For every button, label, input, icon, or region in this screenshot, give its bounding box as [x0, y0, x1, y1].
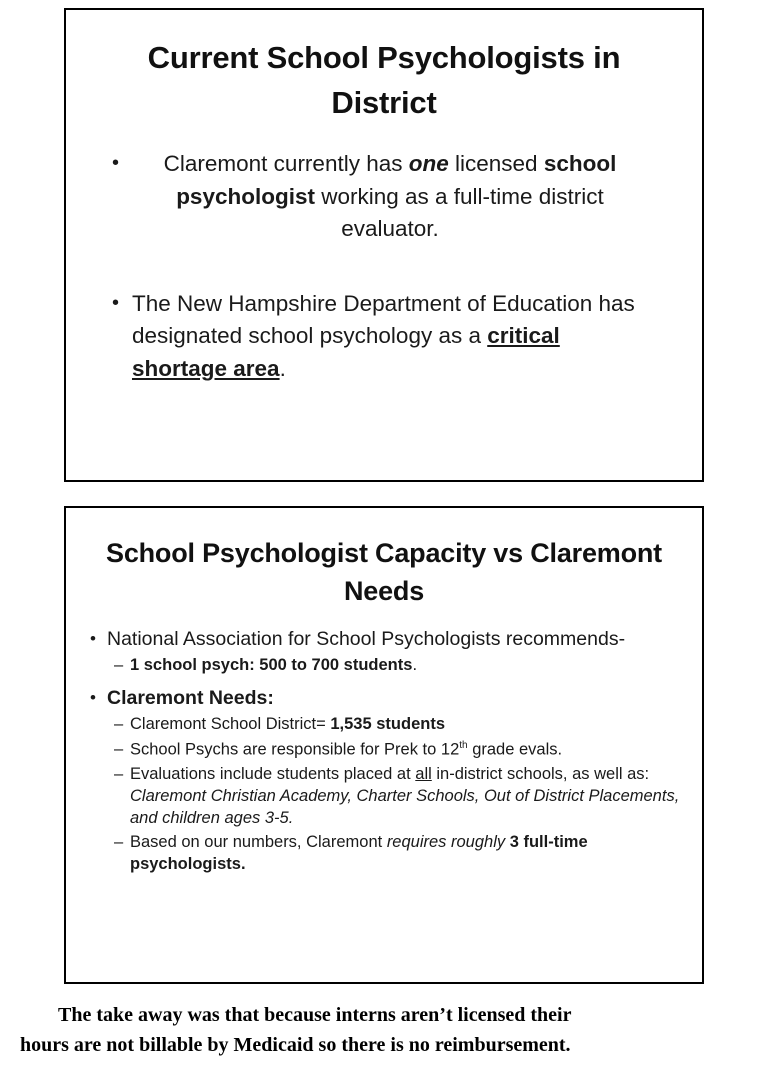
district-value: 1,535 students [330, 715, 446, 734]
slide-two-body [90, 627, 680, 876]
bullet-dot-icon: • [112, 291, 120, 314]
bullet-dot-icon: • [90, 628, 96, 648]
district-label: Claremont School District= [130, 715, 331, 734]
evals-seg2: in-district schools, as well as: [431, 765, 650, 784]
ratio-period: . [412, 656, 418, 674]
dash-marker-icon: – [114, 765, 124, 784]
slide-two-item-conclusion-text [130, 832, 680, 876]
bullet-dot-icon: • [90, 687, 96, 707]
slide-two-item-claremont-needs [90, 686, 680, 711]
slide-two-item-nasp-text: National Association for School Psychologists recommends- [107, 627, 626, 650]
slide-current-school-psychologists [64, 8, 704, 482]
based-italic: requires roughly [386, 833, 506, 852]
dash-marker-icon: – [114, 739, 124, 758]
dash-marker-icon: – [114, 656, 124, 674]
based-bold: 3 full-time psychologists. [130, 833, 588, 874]
slide-one-bullet-1 [112, 148, 662, 246]
slide-two-item-conclusion [90, 832, 680, 876]
slide-one-bullet-2 [112, 288, 662, 386]
evals-italic-list: Claremont Christian Academy, Charter Schools, Out of District Placements, and children ages 3-5. [130, 786, 680, 827]
bullet1-seg4: school psychologist [176, 150, 617, 209]
slide-one-bullet-2-text [132, 288, 662, 386]
figure-caption [20, 1000, 752, 1060]
slide-two-item-psychs-scope-text [130, 739, 680, 761]
bullet-dot-icon: • [112, 151, 120, 174]
slide-two-item-ratio-text [130, 655, 680, 677]
dash-marker-icon: – [114, 715, 124, 734]
bullet1-seg1: Claremont currently has [163, 150, 409, 176]
dash-marker-icon: – [114, 833, 124, 852]
bullet2-seg2: critical shortage area [132, 323, 560, 381]
slide-two-item-nasp [90, 627, 680, 652]
slide-two-item-district [90, 714, 680, 736]
slide-two-item-evaluations-text [130, 764, 680, 829]
slide-capacity-vs-needs [64, 506, 704, 984]
psychs-seg1: School Psychs are responsible for Prek to 12 [130, 740, 460, 759]
evals-seg1: Evaluations include students placed at [130, 765, 416, 784]
slide-one-title: Current School Psychologists in District [147, 40, 621, 120]
slide-two-title: School Psychologist Capacity vs Claremont Needs [106, 538, 662, 607]
based-seg1: Based on our numbers, Claremont [130, 833, 387, 852]
bullet1-seg5: working as a full-time district evaluator. [314, 183, 604, 242]
slide-two-item-psychs-scope [90, 739, 680, 761]
psychs-seg2: grade evals. [467, 740, 563, 759]
slide-one-bullet-1-text [132, 148, 662, 246]
psychs-ordinal-suffix: th [459, 739, 468, 751]
slide-two-item-claremont-needs-text: Claremont Needs: [107, 686, 274, 709]
caption-line-1: The take away was that because interns aren’t licensed their [58, 1004, 572, 1026]
bullet1-seg2: one [408, 150, 449, 176]
ratio-bold: 1 school psych: 500 to 700 students [130, 656, 413, 674]
caption-line-2: hours are not billable by Medicaid so there is no reimbursement. [20, 1034, 571, 1056]
evals-all-underline: all [415, 765, 432, 784]
slide-one-body [112, 148, 662, 386]
bullet2-seg1: The New Hampshire Department of Education has designated school psychology as a [132, 290, 635, 349]
slide-two-item-district-text [130, 714, 680, 736]
bullet1-seg3: licensed [448, 150, 544, 176]
bullet2-seg3: . [279, 356, 286, 381]
slide-two-item-evaluations [90, 764, 680, 829]
slide-two-item-ratio [90, 655, 680, 677]
